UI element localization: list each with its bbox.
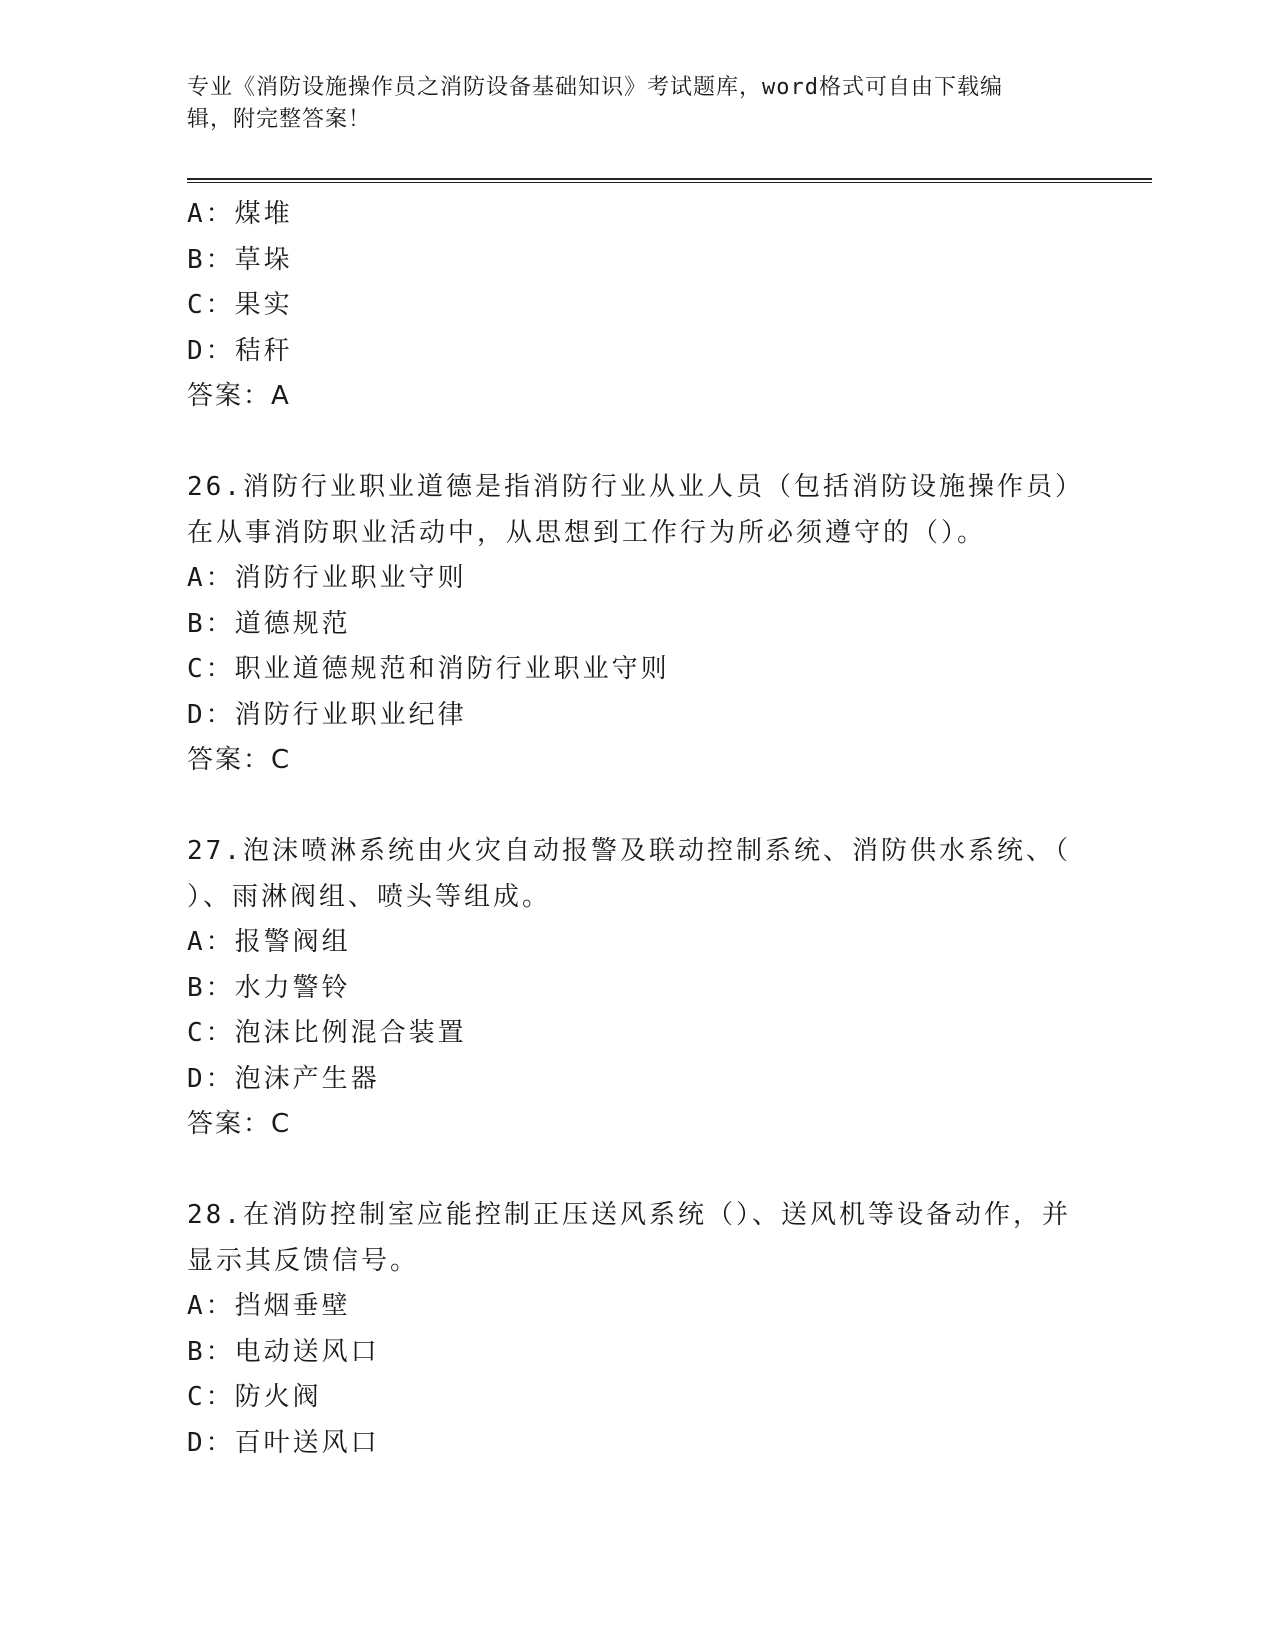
document-header: [187, 72, 1087, 136]
option-a: A：煤堆: [187, 199, 293, 229]
option-c: C：职业道德规范和消防行业职业守则: [187, 654, 670, 684]
answer-line: 答案：C: [187, 1109, 292, 1139]
option-d: D：消防行业职业纪律: [187, 699, 467, 730]
header-line-1: 专业《消防设施操作员之消防设备基础知识》考试题库，word格式可自由下载编: [187, 75, 1003, 100]
header-divider-thick: [187, 178, 1152, 180]
question-25-continued: [187, 192, 1187, 420]
question-26: [187, 465, 1187, 784]
option-c: C：防火阀: [187, 1382, 322, 1412]
option-d: D：泡沫产生器: [187, 1063, 380, 1094]
spacer: [187, 1148, 1187, 1194]
spacer: [187, 784, 1187, 830]
option-b: B：水力警铃: [187, 972, 351, 1003]
question-text-line-1: 27.泡沫喷淋系统由火灾自动报警及联动控制系统、消防供水系统、（: [187, 836, 1071, 866]
question-28: [187, 1193, 1187, 1466]
answer-line: 答案：C: [187, 745, 292, 775]
header-line-2: 辑，附完整答案！: [187, 107, 372, 132]
option-b: B：电动送风口: [187, 1336, 380, 1367]
question-text-line-1: 26.消防行业职业道德是指消防行业从业人员（包括消防设施操作员）: [187, 472, 1084, 502]
option-b: B：草垛: [187, 244, 293, 275]
option-b: B：道德规范: [187, 608, 351, 639]
option-a: A：消防行业职业守则: [187, 563, 467, 593]
question-text-line-2: 显示其反馈信号。: [187, 1245, 420, 1276]
question-27: [187, 829, 1187, 1148]
option-d: D：百叶送风口: [187, 1427, 380, 1458]
option-a: A：报警阀组: [187, 927, 351, 957]
option-a: A：挡烟垂壁: [187, 1291, 351, 1321]
option-d: D：秸秆: [187, 335, 293, 366]
question-list: [187, 192, 1187, 1466]
option-c: C：泡沫比例混合装置: [187, 1018, 467, 1048]
spacer: [187, 420, 1187, 466]
question-text-line-2: ）、雨淋阀组、喷头等组成。: [187, 881, 552, 912]
header-divider-thin: [187, 182, 1152, 183]
question-text-line-1: 28.在消防控制室应能控制正压送风系统（）、送风机等设备动作，并: [187, 1200, 1071, 1230]
question-text-line-2: 在从事消防职业活动中，从思想到工作行为所必须遵守的（）。: [187, 517, 987, 548]
option-c: C：果实: [187, 290, 293, 320]
answer-line: 答案：A: [187, 381, 291, 411]
